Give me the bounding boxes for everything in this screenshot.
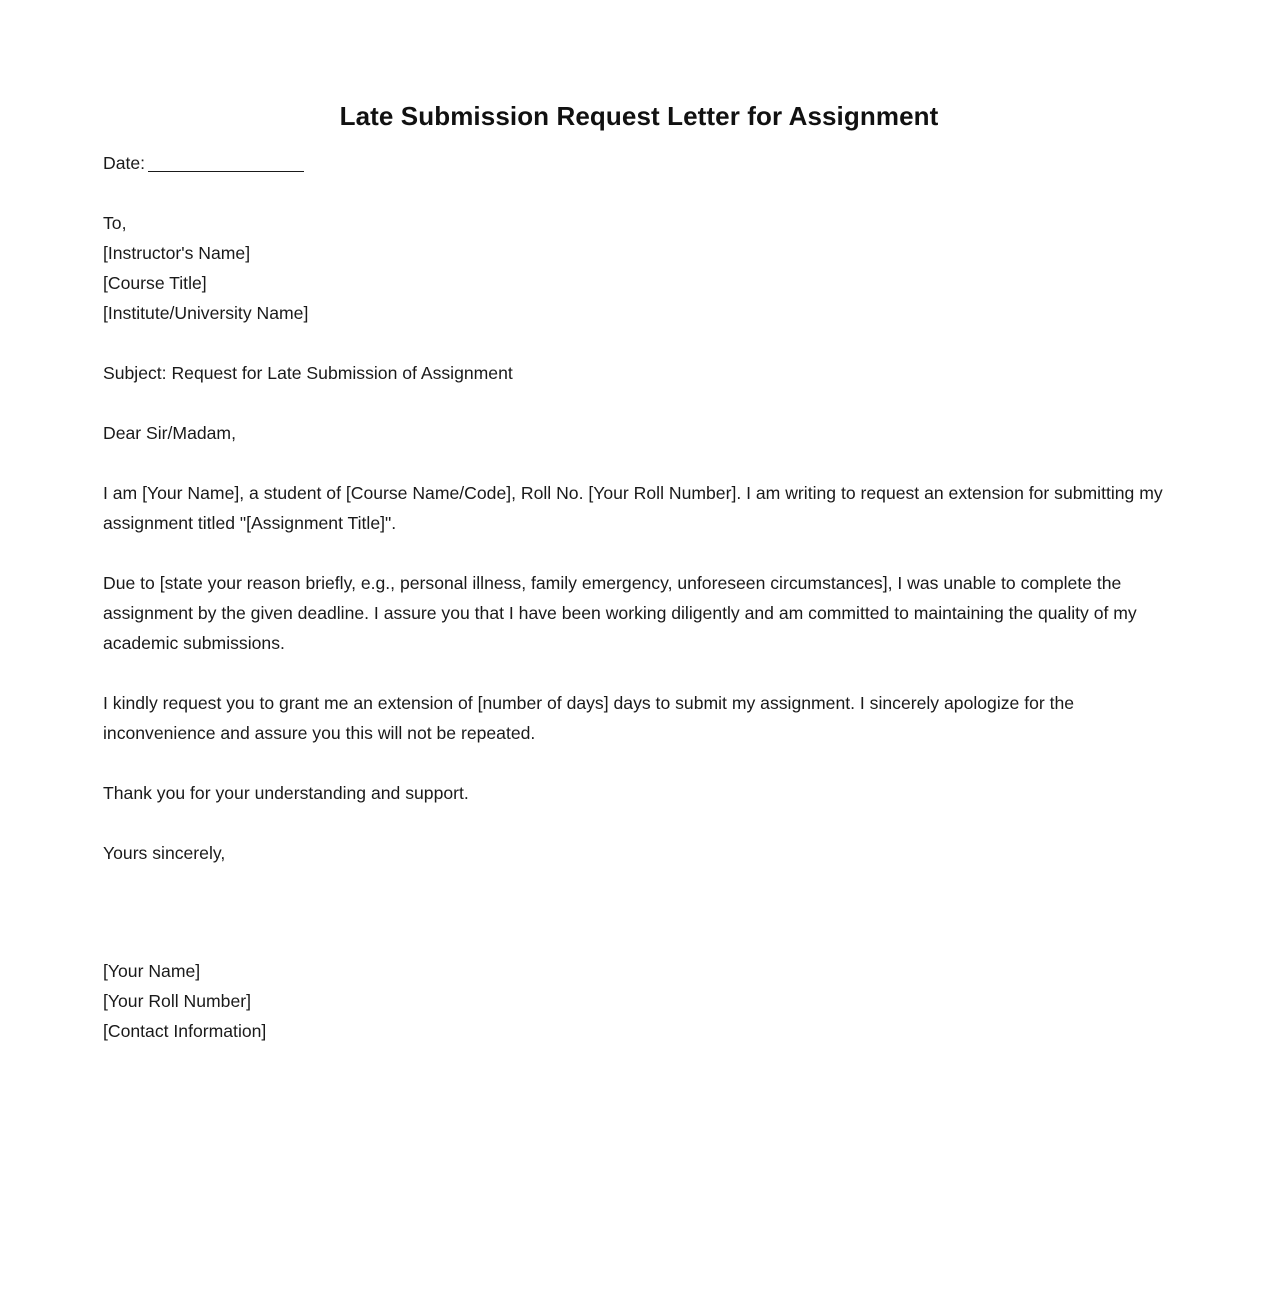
body-paragraph-reason: Due to [state your reason briefly, e.g., personal illness, family emergency, unforeseen circumstances], I was unable to complete the assignment by the given deadline. I assure you that I have been working diligently and am committed to maintaining the quality of my academic submissions. [103,573,1137,653]
body-paragraph-request: I kindly request you to grant me an extension of [number of days] days to submit my assignment. I sincerely apologize for the inconvenience and assure you this will not be repeated. [103,693,1075,743]
signature-block [103,956,1171,1046]
letter-body [103,148,1171,1046]
greeting-line: Dear Sir/Madam, [103,423,236,443]
signature-contact-information: [Contact Information] [103,1021,267,1041]
recipient-institute-name: [Institute/University Name] [103,303,309,323]
body-paragraph-thanks: Thank you for your understanding and support. [103,783,469,803]
signature-name: [Your Name] [103,961,201,981]
recipient-instructor-name: [Instructor's Name] [103,243,251,263]
recipient-course-title: [Course Title] [103,273,207,293]
date-blank-field[interactable] [148,171,304,172]
closing-line: Yours sincerely, [103,843,226,863]
signature-roll-number: [Your Roll Number] [103,991,251,1011]
date-label: Date: [103,153,146,173]
date-line [103,148,1171,178]
recipient-block [103,208,1171,328]
subject-line: Subject: Request for Late Submission of Assignment [103,363,513,383]
page-title: Late Submission Request Letter for Assignment [339,101,939,132]
body-paragraph-intro: I am [Your Name], a student of [Course Name/Code], Roll No. [Your Roll Number]. I am writing to request an extension for submitting my assignment titled "[Assignment Title]". [103,483,1163,533]
recipient-to-label: To, [103,213,127,233]
